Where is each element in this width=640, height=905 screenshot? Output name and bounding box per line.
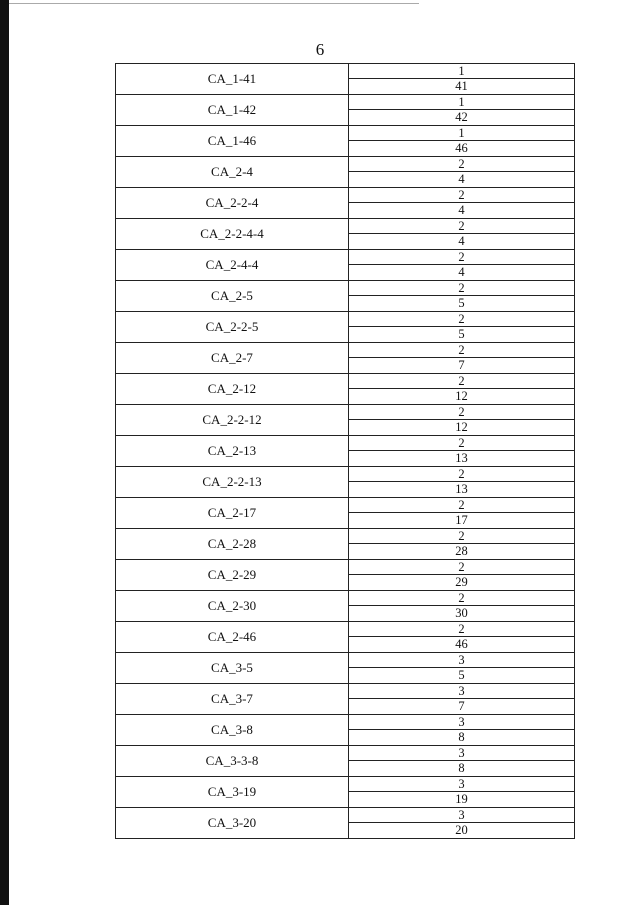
table-row [116,219,575,250]
value-upper: 2 [349,560,574,575]
band-values-cell [349,715,575,746]
value-lower: 8 [458,761,465,775]
value-lower: 12 [455,420,468,434]
combination-name-cell: CA_3-19 [116,777,349,808]
table-row [116,343,575,374]
value-lower: 5 [458,668,465,682]
table-row [116,622,575,653]
band-values-cell [349,312,575,343]
scan-border-top [9,0,419,4]
combination-name-cell: CA_3-20 [116,808,349,839]
combination-name-cell: CA_2-5 [116,281,349,312]
combination-name-cell: CA_2-28 [116,529,349,560]
band-values-cell [349,250,575,281]
value-lower: 28 [455,544,468,558]
table-row [116,126,575,157]
value-upper: 3 [349,777,574,792]
value-upper: 2 [349,374,574,389]
value-upper: 3 [349,715,574,730]
table-body [116,64,575,839]
combination-name-cell: CA_2-12 [116,374,349,405]
value-upper: 2 [349,281,574,296]
value-upper: 3 [349,808,574,823]
combination-name-cell: CA_2-2-4 [116,188,349,219]
combination-name-cell: CA_2-2-12 [116,405,349,436]
combination-name-cell: CA_2-2-5 [116,312,349,343]
table-row [116,64,575,95]
value-lower: 41 [455,79,468,93]
value-lower: 5 [458,327,465,341]
band-values-cell [349,591,575,622]
table-row [116,405,575,436]
value-upper: 2 [349,219,574,234]
page-number: 6 [315,40,325,59]
value-lower: 4 [458,265,465,279]
band-values-cell [349,436,575,467]
table-row [116,715,575,746]
value-lower: 8 [458,730,465,744]
band-values-cell [349,95,575,126]
combination-name-cell: CA_2-46 [116,622,349,653]
combination-name-cell: CA_2-17 [116,498,349,529]
band-values-cell [349,281,575,312]
table-row [116,374,575,405]
value-upper: 2 [349,312,574,327]
combination-name-cell: CA_3-3-8 [116,746,349,777]
value-upper: 2 [349,622,574,637]
value-upper: 2 [349,343,574,358]
value-upper: 2 [349,529,574,544]
value-lower: 7 [458,358,465,372]
band-values-cell [349,219,575,250]
band-values-cell [349,467,575,498]
value-lower: 7 [458,699,465,713]
band-values-cell [349,529,575,560]
table-row [116,684,575,715]
table-row [116,188,575,219]
combination-name-cell: CA_2-13 [116,436,349,467]
band-values-cell [349,653,575,684]
value-upper: 3 [349,746,574,761]
band-values-cell [349,560,575,591]
band-values-cell [349,64,575,95]
table-row [116,560,575,591]
value-lower: 13 [455,451,468,465]
band-values-cell [349,684,575,715]
value-upper: 2 [349,591,574,606]
table-row [116,777,575,808]
value-upper: 2 [349,250,574,265]
combination-name-cell: CA_3-5 [116,653,349,684]
value-upper: 2 [349,498,574,513]
value-upper: 1 [349,64,574,79]
table-row [116,250,575,281]
combination-name-cell: CA_2-29 [116,560,349,591]
value-lower: 46 [455,637,468,651]
combination-name-cell: CA_2-2-13 [116,467,349,498]
table-row [116,436,575,467]
table-row [116,467,575,498]
band-values-cell [349,746,575,777]
band-values-cell [349,126,575,157]
band-values-cell [349,622,575,653]
table-row [116,529,575,560]
value-upper: 2 [349,436,574,451]
combination-name-cell: CA_3-7 [116,684,349,715]
value-lower: 4 [458,172,465,186]
value-lower: 30 [455,606,468,620]
band-combination-table [115,63,575,839]
value-upper: 1 [349,95,574,110]
table-row [116,653,575,684]
value-upper: 2 [349,467,574,482]
band-values-cell [349,157,575,188]
combination-name-cell: CA_2-30 [116,591,349,622]
value-upper: 3 [349,653,574,668]
combination-name-cell: CA_1-41 [116,64,349,95]
combination-name-cell: CA_1-46 [116,126,349,157]
combination-name-cell: CA_2-2-4-4 [116,219,349,250]
band-values-cell [349,374,575,405]
band-values-cell [349,405,575,436]
band-values-cell [349,188,575,219]
value-upper: 2 [349,405,574,420]
band-values-cell [349,498,575,529]
value-lower: 42 [455,110,468,124]
band-values-cell [349,777,575,808]
table-row [116,808,575,839]
value-lower: 17 [455,513,468,527]
value-upper: 2 [349,188,574,203]
table-row [116,281,575,312]
combination-name-cell: CA_2-4 [116,157,349,188]
value-lower: 5 [458,296,465,310]
combination-name-cell: CA_3-8 [116,715,349,746]
table-row [116,591,575,622]
table-row [116,157,575,188]
band-values-cell [349,808,575,839]
table-row [116,498,575,529]
band-values-cell [349,343,575,374]
value-lower: 4 [458,234,465,248]
value-lower: 19 [455,792,468,806]
table-row [116,95,575,126]
value-upper: 3 [349,684,574,699]
scan-border-left [0,0,9,905]
combination-name-cell: CA_2-4-4 [116,250,349,281]
combination-name-cell: CA_2-7 [116,343,349,374]
value-upper: 1 [349,126,574,141]
value-lower: 20 [455,823,468,837]
value-lower: 12 [455,389,468,403]
combination-name-cell: CA_1-42 [116,95,349,126]
value-lower: 46 [455,141,468,155]
value-upper: 2 [349,157,574,172]
value-lower: 4 [458,203,465,217]
value-lower: 29 [455,575,468,589]
table-row [116,312,575,343]
value-lower: 13 [455,482,468,496]
table-row [116,746,575,777]
